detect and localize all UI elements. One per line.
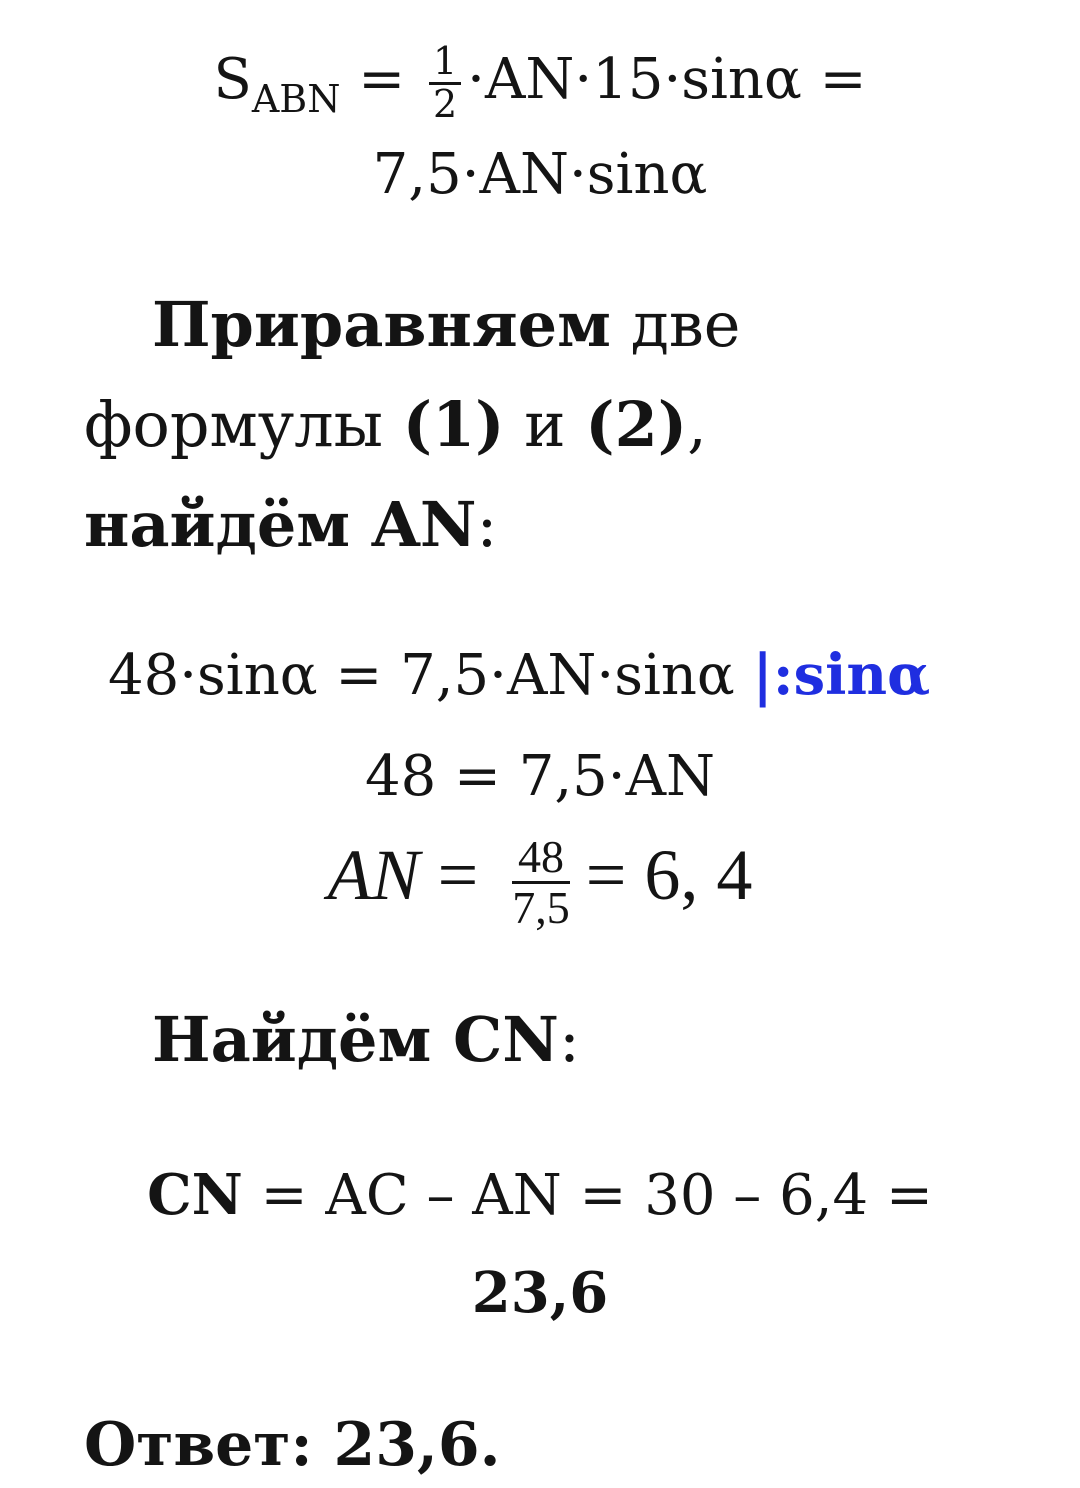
equation-an-result — [0, 815, 1080, 935]
area-formula-rest: ·AN·15·sinα = — [467, 47, 867, 112]
cn-result: 23,6 — [471, 1260, 609, 1326]
area-formula-line-2: 7,5·AN·sinα — [372, 142, 708, 207]
paragraph-equate-formulas — [84, 275, 984, 575]
equals-sign: = — [340, 47, 423, 112]
divide-by-sin: |:sinα — [752, 642, 931, 708]
cn-expression: = AC – AN = 30 – 6,4 = — [242, 1163, 933, 1228]
math-fraction — [512, 830, 570, 933]
bold-find-an: найдём AN — [84, 488, 477, 561]
text-and: и — [504, 388, 586, 461]
text-comma: , — [687, 388, 707, 461]
math-fraction-numerator: 48 — [512, 833, 570, 884]
math-result: = 6, 4 — [585, 835, 753, 915]
one-half-fraction — [429, 39, 461, 126]
formula-ref-2: (2) — [585, 388, 688, 461]
bold-find-cn: Найдём CN — [152, 1003, 559, 1076]
equation-main: 48·sinα = 7,5·AN·sinα — [108, 643, 753, 708]
text-two-formulas: две формулы — [84, 288, 741, 461]
area-formula-line-1 — [0, 30, 1080, 130]
math-equals: = — [419, 835, 497, 915]
answer: Ответ: 23,6. — [84, 1410, 501, 1480]
text-colon-2: : — [558, 1003, 580, 1076]
math-an: AN — [327, 835, 420, 915]
text-colon: : — [476, 488, 498, 561]
cn-calculation-line-1 — [0, 1160, 1080, 1230]
equation-48: 48 = 7,5·AN — [364, 744, 716, 809]
fraction-numerator: 1 — [429, 42, 461, 85]
area-subscript: ABN — [251, 77, 341, 121]
area-symbol: S — [213, 47, 252, 112]
equation-divide-sin — [108, 640, 1008, 710]
formula-ref-1: (1) — [402, 388, 505, 461]
math-fraction-denominator: 7,5 — [512, 881, 570, 933]
bold-equate: Приравняем — [152, 288, 611, 361]
fraction-denominator: 2 — [432, 82, 458, 126]
cn-label: CN — [147, 1162, 243, 1228]
paragraph-find-cn — [84, 990, 984, 1090]
